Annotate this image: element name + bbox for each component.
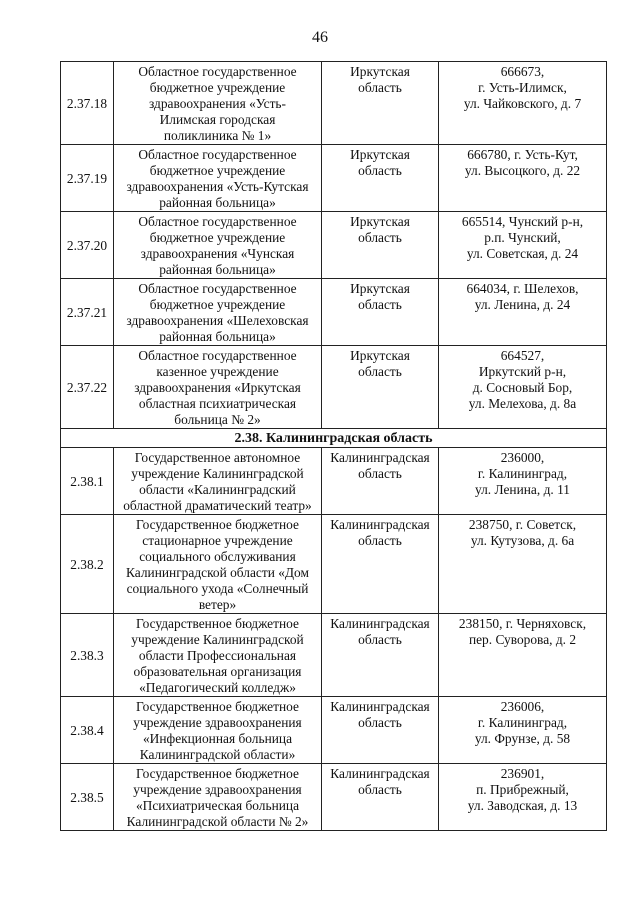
institution-name-line: социального обслуживания: [139, 549, 296, 564]
address-line: ул. Советская, д. 24: [466, 246, 579, 261]
region-cell: [322, 62, 439, 145]
institution-name-cell: [114, 697, 322, 764]
institution-name-line: Областное государственное: [138, 214, 297, 229]
institution-name-line: учреждение Калининградской: [131, 632, 304, 647]
institution-name-cell: [114, 279, 322, 346]
institution-name-line: «Педагогический колледж»: [139, 680, 296, 695]
institution-name-line: «Психиатрическая больница: [135, 798, 300, 813]
region-line: Калининградская: [330, 766, 430, 781]
region-cell: [322, 764, 439, 831]
institution-name-line: Областное государственное: [138, 281, 297, 296]
institution-name-line: учреждение здравоохранения: [133, 782, 302, 797]
institution-name-cell: [114, 614, 322, 697]
institution-name-line: учреждение Калининградской: [131, 466, 304, 481]
institution-name-line: образовательная организация: [133, 664, 302, 679]
region-line: Иркутская: [350, 147, 410, 162]
institution-name-line: Областное государственное: [138, 147, 297, 162]
region-cell: [322, 145, 439, 212]
row-number: 2.38.2: [61, 515, 114, 614]
institution-name-line: областная психиатрическая: [138, 396, 297, 411]
region-line: область: [358, 715, 402, 730]
institution-name-line: бюджетное учреждение: [149, 230, 286, 245]
section-header-row: [61, 429, 607, 448]
address-line: ул. Мелехова, д. 8а: [468, 396, 577, 411]
address-line: ул. Высоцкого, д. 22: [464, 163, 581, 178]
institution-name-cell: [114, 515, 322, 614]
institution-name-cell: [114, 764, 322, 831]
table-row: [61, 515, 607, 614]
address-line: 665514, Чунский р-н,: [461, 214, 584, 229]
institution-name-line: Областное государственное: [138, 64, 297, 79]
address-line: ул. Фрунзе, д. 58: [474, 731, 571, 746]
region-cell: [322, 346, 439, 429]
region-line: область: [358, 632, 402, 647]
address-cell: [439, 145, 607, 212]
institution-name-cell: [114, 346, 322, 429]
region-line: Калининградская: [330, 450, 430, 465]
region-line: область: [358, 230, 402, 245]
address-cell: [439, 448, 607, 515]
institution-name-line: Государственное бюджетное: [136, 699, 299, 714]
institution-name-cell: [114, 62, 322, 145]
region-line: область: [358, 364, 402, 379]
region-line: Иркутская: [350, 214, 410, 229]
address-cell: [439, 346, 607, 429]
address-line: 236006,: [500, 699, 545, 714]
institution-name-line: бюджетное учреждение: [149, 297, 286, 312]
table-row: [61, 145, 607, 212]
address-line: 664034, г. Шелехов,: [466, 281, 579, 296]
institution-name-line: районная больница»: [159, 195, 276, 210]
institution-name-cell: [114, 145, 322, 212]
institution-name-line: Государственное бюджетное: [136, 517, 299, 532]
table-row: [61, 448, 607, 515]
row-number: 2.37.19: [61, 145, 114, 212]
address-line: ул. Ленина, д. 11: [475, 482, 570, 497]
address-cell: [439, 515, 607, 614]
region-line: область: [358, 163, 402, 178]
region-cell: [322, 448, 439, 515]
region-line: Калининградская: [330, 517, 430, 532]
region-cell: [322, 279, 439, 346]
row-number: 2.38.5: [61, 764, 114, 831]
institution-name-line: Государственное бюджетное: [136, 616, 299, 631]
address-line: г. Калининград,: [477, 466, 568, 481]
row-number: 2.38.3: [61, 614, 114, 697]
region-line: Калининградская: [330, 699, 430, 714]
address-cell: [439, 614, 607, 697]
institution-name-line: «Инфекционная больница: [142, 731, 293, 746]
section-title: 2.38. Калининградская область: [61, 429, 607, 448]
institution-name-line: области «Калининградский: [139, 482, 296, 497]
institution-name-line: области Профессиональная: [138, 648, 297, 663]
address-cell: [439, 764, 607, 831]
institution-name-line: Областное государственное: [138, 348, 297, 363]
institution-name-line: больница № 2»: [174, 412, 261, 427]
address-line: ул. Чайковского, д. 7: [463, 96, 582, 111]
table-row: [61, 212, 607, 279]
institution-name-line: здравоохранения «Усть-Кутская: [126, 179, 309, 194]
institution-name-line: казенное учреждение: [156, 364, 279, 379]
institution-name-line: Государственное автономное: [134, 450, 301, 465]
table-row: [61, 614, 607, 697]
institution-name-line: поликлиника № 1»: [163, 128, 272, 143]
address-line: 236901,: [500, 766, 545, 781]
region-line: область: [358, 466, 402, 481]
address-line: п. Прибрежный,: [476, 782, 569, 797]
institution-name-line: Калининградской области № 2»: [126, 814, 309, 829]
institution-name-line: здравоохранения «Шелеховская: [126, 313, 309, 328]
table-row: [61, 764, 607, 831]
page-number: 46: [312, 29, 328, 46]
registry-table: [60, 61, 607, 831]
institution-name-line: бюджетное учреждение: [149, 163, 286, 178]
region-cell: [322, 614, 439, 697]
region-line: область: [358, 297, 402, 312]
table-row: [61, 346, 607, 429]
institution-name-line: Государственное бюджетное: [136, 766, 299, 781]
address-cell: [439, 212, 607, 279]
region-line: Калининградская: [330, 616, 430, 631]
row-number: 2.37.21: [61, 279, 114, 346]
address-line: ул. Кутузова, д. 6а: [470, 533, 575, 548]
row-number: 2.37.18: [61, 62, 114, 145]
table-row: [61, 62, 607, 145]
institution-name-line: здравоохранения «Чунская: [140, 246, 295, 261]
institution-name-line: стационарное учреждение: [142, 533, 293, 548]
address-line: 238150, г. Черняховск,: [458, 616, 587, 631]
row-number: 2.37.20: [61, 212, 114, 279]
address-line: Иркутский р-н,: [478, 364, 567, 379]
institution-name-line: учреждение здравоохранения: [133, 715, 302, 730]
address-line: ул. Ленина, д. 24: [474, 297, 571, 312]
address-line: 238750, г. Советск,: [468, 517, 577, 532]
institution-name-line: Илимская городская: [159, 112, 276, 127]
address-line: пер. Суворова, д. 2: [468, 632, 577, 647]
institution-name-cell: [114, 212, 322, 279]
institution-name-line: ветер»: [198, 597, 237, 612]
institution-name-line: районная больница»: [159, 329, 276, 344]
table-row: [61, 279, 607, 346]
row-number: 2.38.1: [61, 448, 114, 515]
institution-name-line: Калининградской области «Дом: [126, 565, 309, 580]
registry-table-body: [61, 62, 607, 831]
institution-name-line: здравоохранения «Иркутская: [134, 380, 301, 395]
institution-name-line: Калининградской области»: [139, 747, 296, 762]
address-line: 666673,: [500, 64, 545, 79]
address-cell: [439, 62, 607, 145]
institution-name-line: районная больница»: [159, 262, 276, 277]
address-line: г. Усть-Илимск,: [478, 80, 567, 95]
region-cell: [322, 697, 439, 764]
region-line: Иркутская: [350, 281, 410, 296]
region-line: Иркутская: [350, 64, 410, 79]
region-line: область: [358, 80, 402, 95]
address-line: 236000,: [500, 450, 545, 465]
address-line: 664527,: [500, 348, 545, 363]
address-cell: [439, 697, 607, 764]
table-row: [61, 697, 607, 764]
address-line: 666780, г. Усть-Кут,: [467, 147, 578, 162]
address-line: ул. Заводская, д. 13: [467, 798, 578, 813]
address-line: р.п. Чунский,: [484, 230, 561, 245]
row-number: 2.38.4: [61, 697, 114, 764]
institution-name-line: областной драматический театр»: [123, 498, 312, 513]
institution-name-line: здравоохранения «Усть-: [149, 96, 286, 111]
institution-name-cell: [114, 448, 322, 515]
region-cell: [322, 212, 439, 279]
address-cell: [439, 279, 607, 346]
row-number: 2.37.22: [61, 346, 114, 429]
address-line: г. Калининград,: [477, 715, 568, 730]
institution-name-line: бюджетное учреждение: [149, 80, 286, 95]
region-cell: [322, 515, 439, 614]
region-line: Иркутская: [350, 348, 410, 363]
region-line: область: [358, 533, 402, 548]
region-line: область: [358, 782, 402, 797]
institution-name-line: социального ухода «Солнечный: [126, 581, 309, 596]
address-line: д. Сосновый Бор,: [472, 380, 573, 395]
